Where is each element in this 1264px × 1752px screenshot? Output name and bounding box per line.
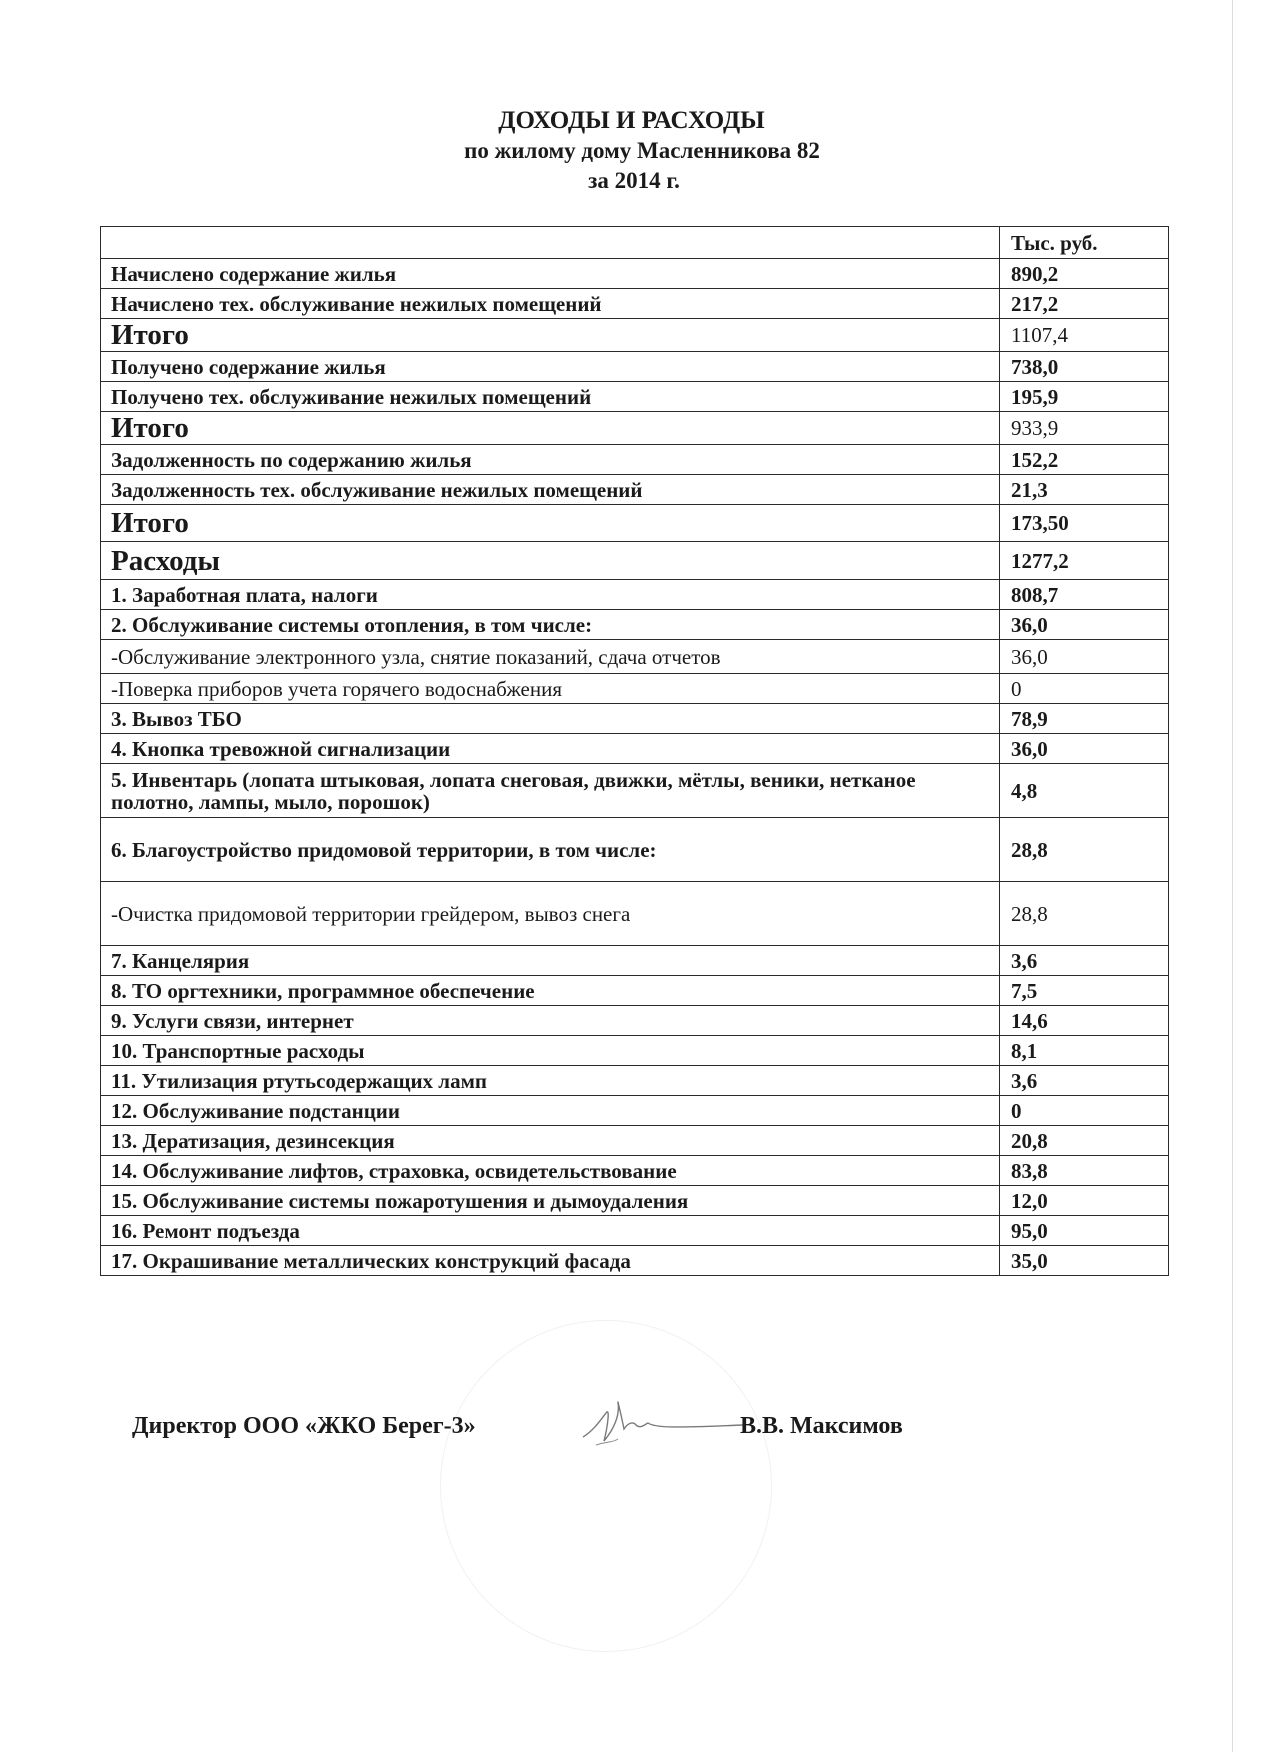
table-row (101, 319, 1169, 352)
table-row (101, 882, 1169, 946)
table-row (101, 352, 1169, 382)
row-label-cell: Итого (101, 412, 1000, 445)
row-value-cell: 36,0 (1000, 610, 1169, 640)
row-value-cell: 152,2 (1000, 445, 1169, 475)
document-header (0, 106, 1264, 196)
table-row (101, 412, 1169, 445)
row-label-cell: Итого (101, 505, 1000, 542)
row-label-cell: -Обслуживание электронного узла, снятие показаний, сдача отчетов (101, 640, 1000, 674)
row-label-cell: 13. Дератизация, дезинсекция (101, 1126, 1000, 1156)
row-value-cell: 0 (1000, 674, 1169, 704)
row-label-cell: Начислено содержание жилья (101, 259, 1000, 289)
document-title: ДОХОДЫ И РАСХОДЫ (498, 107, 765, 134)
row-label-cell: 3. Вывоз ТБО (101, 704, 1000, 734)
row-label-cell: 2. Обслуживание системы отопления, в том числе: (101, 610, 1000, 640)
faint-stamp (440, 1320, 772, 1652)
row-label-cell: Начислено тех. обслуживание нежилых помещений (101, 289, 1000, 319)
table-row (101, 505, 1169, 542)
row-value-cell: 21,3 (1000, 475, 1169, 505)
row-label-cell: Получено тех. обслуживание нежилых помещений (101, 382, 1000, 412)
table-row (101, 1036, 1169, 1066)
row-value-cell: 890,2 (1000, 259, 1169, 289)
table-row (101, 674, 1169, 704)
row-label-cell: 12. Обслуживание подстанции (101, 1096, 1000, 1126)
table-row (101, 976, 1169, 1006)
row-label-cell: 7. Канцелярия (101, 946, 1000, 976)
table-row (101, 1066, 1169, 1096)
row-value-cell: 36,0 (1000, 734, 1169, 764)
table-row (101, 764, 1169, 818)
row-value-cell: 933,9 (1000, 412, 1169, 445)
row-value-cell: 95,0 (1000, 1216, 1169, 1246)
row-value-cell: 3,6 (1000, 1066, 1169, 1096)
row-value-cell: 1277,2 (1000, 542, 1169, 580)
table-row (101, 734, 1169, 764)
row-label-cell: 16. Ремонт подъезда (101, 1216, 1000, 1246)
table-row (101, 382, 1169, 412)
row-value-cell: 8,1 (1000, 1036, 1169, 1066)
document-subtitle: по жилому дому Масленникова 82 (464, 138, 820, 163)
row-label-cell: Итого (101, 319, 1000, 352)
row-value-cell: 808,7 (1000, 580, 1169, 610)
handwritten-signature (578, 1385, 748, 1455)
table-row (101, 580, 1169, 610)
row-label-cell: 15. Обслуживание системы пожаротушения и дымоудаления (101, 1186, 1000, 1216)
table-row (101, 946, 1169, 976)
row-value-cell: 28,8 (1000, 882, 1169, 946)
row-value-cell: 14,6 (1000, 1006, 1169, 1036)
row-value-cell: 35,0 (1000, 1246, 1169, 1276)
row-value-cell: 7,5 (1000, 976, 1169, 1006)
row-label-cell: 9. Услуги связи, интернет (101, 1006, 1000, 1036)
row-label-cell: -Очистка придомовой территории грейдером, вывоз снега (101, 882, 1000, 946)
row-value-cell: 36,0 (1000, 640, 1169, 674)
row-label-cell: Расходы (101, 542, 1000, 580)
table-row (101, 610, 1169, 640)
row-value-cell: 83,8 (1000, 1156, 1169, 1186)
row-value-cell: 3,6 (1000, 946, 1169, 976)
row-value-cell: 173,50 (1000, 505, 1169, 542)
table-row (101, 289, 1169, 319)
row-label-cell: 6. Благоустройство придомовой территории, в том числе: (101, 818, 1000, 882)
table-row (101, 1126, 1169, 1156)
table-row (101, 1216, 1169, 1246)
row-label-cell: 8. ТО оргтехники, программное обеспечение (101, 976, 1000, 1006)
signatory-name: В.В. Максимов (740, 1413, 903, 1439)
table-row (101, 445, 1169, 475)
row-label-cell: 14. Обслуживание лифтов, страховка, освидетельствование (101, 1156, 1000, 1186)
row-value-cell: 20,8 (1000, 1126, 1169, 1156)
row-label-cell: Задолженность тех. обслуживание нежилых помещений (101, 475, 1000, 505)
signatory-position: Директор ООО «ЖКО Берег-3» (132, 1413, 476, 1439)
document-period: за 2014 г. (588, 168, 680, 193)
table-row (101, 475, 1169, 505)
row-value-cell: 12,0 (1000, 1186, 1169, 1216)
row-value-cell: 4,8 (1000, 764, 1169, 818)
table-row (101, 1096, 1169, 1126)
row-label-cell: 11. Утилизация ртутьсодержащих ламп (101, 1066, 1000, 1096)
row-value-cell: 1107,4 (1000, 319, 1169, 352)
row-value-cell: 78,9 (1000, 704, 1169, 734)
row-label-cell: 5. Инвентарь (лопата штыковая, лопата снеговая, движки, мётлы, веники, нетканое полотно, лампы, мыло, порошок) (101, 764, 1000, 818)
row-value-cell: 217,2 (1000, 289, 1169, 319)
table-row (101, 1156, 1169, 1186)
table-row (101, 1246, 1169, 1276)
table-row (101, 640, 1169, 674)
table-row (101, 704, 1169, 734)
row-value-cell: 738,0 (1000, 352, 1169, 382)
row-value-cell: 195,9 (1000, 382, 1169, 412)
row-label-cell: 10. Транспортные расходы (101, 1036, 1000, 1066)
income-expense-table (100, 226, 1169, 1276)
table-row (101, 542, 1169, 580)
row-value-cell: 0 (1000, 1096, 1169, 1126)
table-row (101, 1186, 1169, 1216)
row-value-cell: 28,8 (1000, 818, 1169, 882)
table-header-row (101, 227, 1169, 259)
row-label-cell: 1. Заработная плата, налоги (101, 580, 1000, 610)
row-label-cell: -Поверка приборов учета горячего водоснабжения (101, 674, 1000, 704)
row-label-cell: Получено содержание жилья (101, 352, 1000, 382)
page-edge (1232, 0, 1233, 1752)
row-label-cell: 17. Окрашивание металлических конструкций фасада (101, 1246, 1000, 1276)
table-row (101, 1006, 1169, 1036)
table-row (101, 259, 1169, 289)
table-row (101, 818, 1169, 882)
row-label-cell: 4. Кнопка тревожной сигнализации (101, 734, 1000, 764)
unit-header-cell: Тыс. руб. (1000, 227, 1169, 259)
header-label-cell (101, 227, 1000, 259)
row-label-cell: Задолженность по содержанию жилья (101, 445, 1000, 475)
